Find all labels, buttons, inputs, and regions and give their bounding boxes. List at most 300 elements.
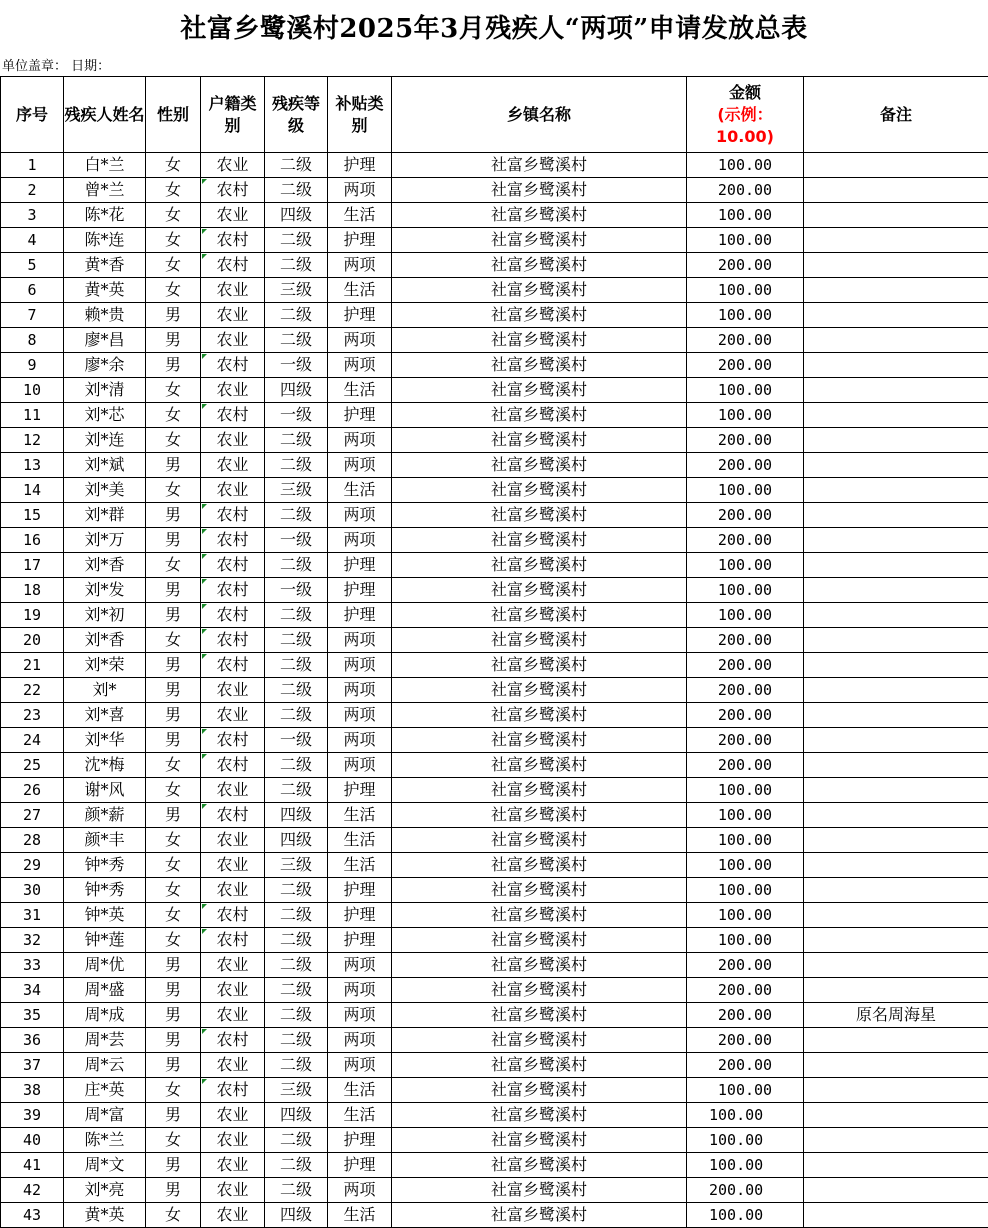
cell-town[interactable]: 社富乡鹭溪村 xyxy=(392,1103,687,1128)
cell-town[interactable]: 社富乡鹭溪村 xyxy=(392,628,687,653)
cell-amount[interactable]: 100.00 xyxy=(687,853,804,878)
cell-gender[interactable]: 男 xyxy=(146,328,201,353)
cell-amount[interactable]: 100.00 xyxy=(687,1103,804,1128)
cell-remark[interactable] xyxy=(804,803,988,828)
cell-name[interactable]: 沈*梅 xyxy=(64,753,146,778)
cell-remark[interactable]: 原名周海星 xyxy=(804,1003,988,1028)
cell-subsidy[interactable]: 生活 xyxy=(328,278,392,303)
cell-name[interactable]: 刘*清 xyxy=(64,378,146,403)
cell-subsidy[interactable]: 两项 xyxy=(328,1053,392,1078)
cell-seq[interactable]: 10 xyxy=(1,378,64,403)
cell-subsidy[interactable]: 两项 xyxy=(328,678,392,703)
cell-seq[interactable]: 12 xyxy=(1,428,64,453)
header-subsidy[interactable]: 补贴类别 xyxy=(328,77,392,153)
cell-level[interactable]: 四级 xyxy=(265,1103,328,1128)
cell-gender[interactable]: 女 xyxy=(146,778,201,803)
cell-town[interactable]: 社富乡鹭溪村 xyxy=(392,703,687,728)
cell-subsidy[interactable]: 护理 xyxy=(328,603,392,628)
header-household[interactable]: 户籍类别 xyxy=(201,77,265,153)
cell-household[interactable]: 农业 xyxy=(201,478,265,503)
cell-seq[interactable]: 2 xyxy=(1,178,64,203)
cell-level[interactable]: 三级 xyxy=(265,1078,328,1103)
cell-gender[interactable]: 女 xyxy=(146,228,201,253)
cell-seq[interactable]: 35 xyxy=(1,1003,64,1028)
cell-level[interactable]: 一级 xyxy=(265,403,328,428)
cell-subsidy[interactable]: 护理 xyxy=(328,778,392,803)
cell-level[interactable]: 二级 xyxy=(265,903,328,928)
cell-town[interactable]: 社富乡鹭溪村 xyxy=(392,278,687,303)
cell-gender[interactable]: 女 xyxy=(146,553,201,578)
header-amount[interactable] xyxy=(687,77,804,153)
cell-town[interactable]: 社富乡鹭溪村 xyxy=(392,303,687,328)
cell-household[interactable]: 农业 xyxy=(201,953,265,978)
cell-subsidy[interactable]: 护理 xyxy=(328,153,392,178)
cell-seq[interactable]: 37 xyxy=(1,1053,64,1078)
cell-subsidy[interactable]: 护理 xyxy=(328,303,392,328)
cell-amount[interactable]: 200.00 xyxy=(687,703,804,728)
cell-remark[interactable] xyxy=(804,603,988,628)
cell-town[interactable]: 社富乡鹭溪村 xyxy=(392,928,687,953)
cell-name[interactable]: 刘*香 xyxy=(64,553,146,578)
cell-subsidy[interactable]: 生活 xyxy=(328,478,392,503)
cell-level[interactable]: 三级 xyxy=(265,478,328,503)
cell-subsidy[interactable]: 生活 xyxy=(328,1103,392,1128)
cell-level[interactable]: 二级 xyxy=(265,653,328,678)
cell-amount[interactable]: 200.00 xyxy=(687,653,804,678)
cell-town[interactable]: 社富乡鹭溪村 xyxy=(392,503,687,528)
cell-name[interactable]: 刘*华 xyxy=(64,728,146,753)
cell-name[interactable]: 刘*芯 xyxy=(64,403,146,428)
cell-town[interactable]: 社富乡鹭溪村 xyxy=(392,228,687,253)
cell-gender[interactable]: 男 xyxy=(146,653,201,678)
cell-remark[interactable] xyxy=(804,278,988,303)
cell-amount[interactable]: 100.00 xyxy=(687,603,804,628)
cell-gender[interactable]: 女 xyxy=(146,903,201,928)
cell-subsidy[interactable]: 生活 xyxy=(328,803,392,828)
cell-seq[interactable]: 21 xyxy=(1,653,64,678)
cell-remark[interactable] xyxy=(804,1053,988,1078)
cell-seq[interactable]: 4 xyxy=(1,228,64,253)
cell-subsidy[interactable]: 护理 xyxy=(328,553,392,578)
header-level[interactable]: 残疾等级 xyxy=(265,77,328,153)
cell-subsidy[interactable]: 两项 xyxy=(328,728,392,753)
cell-gender[interactable]: 女 xyxy=(146,153,201,178)
cell-household[interactable]: 农村 xyxy=(201,553,265,578)
cell-seq[interactable]: 17 xyxy=(1,553,64,578)
cell-gender[interactable]: 女 xyxy=(146,203,201,228)
cell-remark[interactable] xyxy=(804,203,988,228)
cell-level[interactable]: 二级 xyxy=(265,253,328,278)
cell-subsidy[interactable]: 生活 xyxy=(328,378,392,403)
cell-level[interactable]: 四级 xyxy=(265,203,328,228)
cell-subsidy[interactable]: 两项 xyxy=(328,1028,392,1053)
cell-amount[interactable]: 100.00 xyxy=(687,1203,804,1228)
cell-remark[interactable] xyxy=(804,678,988,703)
header-gender[interactable]: 性别 xyxy=(146,77,201,153)
cell-household[interactable]: 农村 xyxy=(201,1028,265,1053)
cell-amount[interactable]: 200.00 xyxy=(687,528,804,553)
cell-amount[interactable]: 100.00 xyxy=(687,1153,804,1178)
cell-gender[interactable]: 男 xyxy=(146,953,201,978)
cell-seq[interactable]: 23 xyxy=(1,703,64,728)
cell-gender[interactable]: 女 xyxy=(146,428,201,453)
cell-town[interactable]: 社富乡鹭溪村 xyxy=(392,578,687,603)
cell-name[interactable]: 刘* xyxy=(64,678,146,703)
cell-remark[interactable] xyxy=(804,328,988,353)
cell-level[interactable]: 四级 xyxy=(265,1203,328,1228)
cell-household[interactable]: 农村 xyxy=(201,578,265,603)
cell-household[interactable]: 农村 xyxy=(201,253,265,278)
cell-name[interactable]: 刘*万 xyxy=(64,528,146,553)
cell-household[interactable]: 农业 xyxy=(201,1128,265,1153)
cell-seq[interactable]: 26 xyxy=(1,778,64,803)
cell-seq[interactable]: 14 xyxy=(1,478,64,503)
cell-amount[interactable]: 200.00 xyxy=(687,328,804,353)
cell-amount[interactable]: 100.00 xyxy=(687,153,804,178)
cell-gender[interactable]: 女 xyxy=(146,878,201,903)
cell-amount[interactable]: 100.00 xyxy=(687,803,804,828)
cell-gender[interactable]: 女 xyxy=(146,1203,201,1228)
cell-seq[interactable]: 3 xyxy=(1,203,64,228)
cell-gender[interactable]: 女 xyxy=(146,378,201,403)
cell-amount[interactable]: 200.00 xyxy=(687,1053,804,1078)
cell-amount[interactable]: 200.00 xyxy=(687,1178,804,1203)
cell-remark[interactable] xyxy=(804,828,988,853)
cell-remark[interactable] xyxy=(804,1203,988,1228)
cell-name[interactable]: 黄*英 xyxy=(64,278,146,303)
cell-level[interactable]: 二级 xyxy=(265,1003,328,1028)
cell-remark[interactable] xyxy=(804,1128,988,1153)
cell-subsidy[interactable]: 两项 xyxy=(328,953,392,978)
cell-amount[interactable]: 100.00 xyxy=(687,1128,804,1153)
cell-household[interactable]: 农业 xyxy=(201,828,265,853)
cell-name[interactable]: 周*盛 xyxy=(64,978,146,1003)
cell-subsidy[interactable]: 两项 xyxy=(328,978,392,1003)
cell-name[interactable]: 刘*连 xyxy=(64,428,146,453)
cell-household[interactable]: 农业 xyxy=(201,303,265,328)
cell-town[interactable]: 社富乡鹭溪村 xyxy=(392,528,687,553)
cell-household[interactable]: 农村 xyxy=(201,903,265,928)
cell-household[interactable]: 农业 xyxy=(201,153,265,178)
cell-town[interactable]: 社富乡鹭溪村 xyxy=(392,378,687,403)
cell-gender[interactable]: 女 xyxy=(146,753,201,778)
cell-town[interactable]: 社富乡鹭溪村 xyxy=(392,1178,687,1203)
cell-gender[interactable]: 男 xyxy=(146,728,201,753)
cell-household[interactable]: 农业 xyxy=(201,1203,265,1228)
cell-town[interactable]: 社富乡鹭溪村 xyxy=(392,328,687,353)
cell-remark[interactable] xyxy=(804,228,988,253)
cell-household[interactable]: 农业 xyxy=(201,428,265,453)
cell-amount[interactable]: 100.00 xyxy=(687,878,804,903)
cell-amount[interactable]: 100.00 xyxy=(687,278,804,303)
cell-remark[interactable] xyxy=(804,178,988,203)
cell-gender[interactable]: 女 xyxy=(146,1078,201,1103)
cell-seq[interactable]: 43 xyxy=(1,1203,64,1228)
cell-household[interactable]: 农业 xyxy=(201,853,265,878)
cell-seq[interactable]: 34 xyxy=(1,978,64,1003)
cell-subsidy[interactable]: 两项 xyxy=(328,178,392,203)
cell-subsidy[interactable]: 护理 xyxy=(328,928,392,953)
cell-gender[interactable]: 男 xyxy=(146,978,201,1003)
cell-household[interactable]: 农业 xyxy=(201,1003,265,1028)
cell-remark[interactable] xyxy=(804,953,988,978)
cell-gender[interactable]: 女 xyxy=(146,1128,201,1153)
cell-remark[interactable] xyxy=(804,378,988,403)
cell-household[interactable]: 农业 xyxy=(201,203,265,228)
cell-household[interactable]: 农村 xyxy=(201,728,265,753)
cell-amount[interactable]: 200.00 xyxy=(687,628,804,653)
cell-level[interactable]: 二级 xyxy=(265,453,328,478)
cell-gender[interactable]: 女 xyxy=(146,828,201,853)
cell-subsidy[interactable]: 两项 xyxy=(328,428,392,453)
cell-name[interactable]: 钟*莲 xyxy=(64,928,146,953)
cell-seq[interactable]: 32 xyxy=(1,928,64,953)
cell-remark[interactable] xyxy=(804,1078,988,1103)
cell-remark[interactable] xyxy=(804,353,988,378)
cell-remark[interactable] xyxy=(804,928,988,953)
cell-name[interactable]: 周*文 xyxy=(64,1153,146,1178)
cell-remark[interactable] xyxy=(804,303,988,328)
cell-name[interactable]: 周*富 xyxy=(64,1103,146,1128)
cell-amount[interactable]: 100.00 xyxy=(687,903,804,928)
cell-subsidy[interactable]: 生活 xyxy=(328,203,392,228)
cell-name[interactable]: 钟*秀 xyxy=(64,853,146,878)
header-remark[interactable]: 备注 xyxy=(804,77,988,153)
cell-remark[interactable] xyxy=(804,628,988,653)
cell-seq[interactable]: 18 xyxy=(1,578,64,603)
cell-seq[interactable]: 25 xyxy=(1,753,64,778)
cell-town[interactable]: 社富乡鹭溪村 xyxy=(392,978,687,1003)
cell-name[interactable]: 刘*美 xyxy=(64,478,146,503)
cell-household[interactable]: 农村 xyxy=(201,653,265,678)
cell-amount[interactable]: 200.00 xyxy=(687,453,804,478)
cell-name[interactable]: 周*芸 xyxy=(64,1028,146,1053)
cell-household[interactable]: 农业 xyxy=(201,678,265,703)
cell-name[interactable]: 颜*丰 xyxy=(64,828,146,853)
cell-household[interactable]: 农村 xyxy=(201,628,265,653)
cell-level[interactable]: 一级 xyxy=(265,728,328,753)
cell-level[interactable]: 二级 xyxy=(265,1153,328,1178)
cell-amount[interactable]: 100.00 xyxy=(687,828,804,853)
cell-seq[interactable]: 22 xyxy=(1,678,64,703)
cell-remark[interactable] xyxy=(804,778,988,803)
cell-gender[interactable]: 男 xyxy=(146,528,201,553)
cell-remark[interactable] xyxy=(804,978,988,1003)
cell-seq[interactable]: 7 xyxy=(1,303,64,328)
cell-name[interactable]: 钟*秀 xyxy=(64,878,146,903)
cell-subsidy[interactable]: 生活 xyxy=(328,1078,392,1103)
cell-level[interactable]: 二级 xyxy=(265,978,328,1003)
cell-gender[interactable]: 男 xyxy=(146,453,201,478)
cell-name[interactable]: 颜*薪 xyxy=(64,803,146,828)
cell-town[interactable]: 社富乡鹭溪村 xyxy=(392,403,687,428)
cell-level[interactable]: 二级 xyxy=(265,1128,328,1153)
cell-town[interactable]: 社富乡鹭溪村 xyxy=(392,728,687,753)
cell-household[interactable]: 农业 xyxy=(201,1053,265,1078)
cell-remark[interactable] xyxy=(804,878,988,903)
cell-level[interactable]: 三级 xyxy=(265,853,328,878)
cell-subsidy[interactable]: 两项 xyxy=(328,1003,392,1028)
cell-remark[interactable] xyxy=(804,428,988,453)
cell-level[interactable]: 二级 xyxy=(265,703,328,728)
cell-level[interactable]: 二级 xyxy=(265,303,328,328)
cell-gender[interactable]: 女 xyxy=(146,278,201,303)
cell-level[interactable]: 二级 xyxy=(265,778,328,803)
cell-amount[interactable]: 100.00 xyxy=(687,203,804,228)
cell-remark[interactable] xyxy=(804,578,988,603)
cell-amount[interactable]: 200.00 xyxy=(687,678,804,703)
cell-subsidy[interactable]: 护理 xyxy=(328,1153,392,1178)
cell-remark[interactable] xyxy=(804,453,988,478)
cell-town[interactable]: 社富乡鹭溪村 xyxy=(392,478,687,503)
cell-household[interactable]: 农村 xyxy=(201,353,265,378)
cell-name[interactable]: 白*兰 xyxy=(64,153,146,178)
cell-amount[interactable]: 200.00 xyxy=(687,728,804,753)
cell-name[interactable]: 廖*昌 xyxy=(64,328,146,353)
cell-level[interactable]: 二级 xyxy=(265,678,328,703)
cell-remark[interactable] xyxy=(804,1153,988,1178)
cell-seq[interactable]: 29 xyxy=(1,853,64,878)
cell-remark[interactable] xyxy=(804,903,988,928)
cell-seq[interactable]: 36 xyxy=(1,1028,64,1053)
cell-gender[interactable]: 女 xyxy=(146,928,201,953)
cell-remark[interactable] xyxy=(804,503,988,528)
cell-level[interactable]: 二级 xyxy=(265,628,328,653)
cell-household[interactable]: 农业 xyxy=(201,1153,265,1178)
cell-seq[interactable]: 40 xyxy=(1,1128,64,1153)
cell-remark[interactable] xyxy=(804,1103,988,1128)
cell-town[interactable]: 社富乡鹭溪村 xyxy=(392,153,687,178)
cell-household[interactable]: 农村 xyxy=(201,403,265,428)
cell-level[interactable]: 三级 xyxy=(265,278,328,303)
cell-amount[interactable]: 100.00 xyxy=(687,378,804,403)
cell-gender[interactable]: 女 xyxy=(146,628,201,653)
cell-name[interactable]: 黄*英 xyxy=(64,1203,146,1228)
cell-level[interactable]: 二级 xyxy=(265,878,328,903)
cell-seq[interactable]: 39 xyxy=(1,1103,64,1128)
cell-town[interactable]: 社富乡鹭溪村 xyxy=(392,953,687,978)
cell-town[interactable]: 社富乡鹭溪村 xyxy=(392,903,687,928)
cell-town[interactable]: 社富乡鹭溪村 xyxy=(392,1078,687,1103)
cell-town[interactable]: 社富乡鹭溪村 xyxy=(392,853,687,878)
cell-level[interactable]: 二级 xyxy=(265,503,328,528)
cell-household[interactable]: 农村 xyxy=(201,178,265,203)
cell-household[interactable]: 农村 xyxy=(201,753,265,778)
cell-name[interactable]: 周*云 xyxy=(64,1053,146,1078)
cell-subsidy[interactable]: 护理 xyxy=(328,1128,392,1153)
cell-amount[interactable]: 200.00 xyxy=(687,953,804,978)
cell-amount[interactable]: 100.00 xyxy=(687,928,804,953)
cell-amount[interactable]: 200.00 xyxy=(687,978,804,1003)
cell-name[interactable]: 刘*初 xyxy=(64,603,146,628)
cell-name[interactable]: 谢*风 xyxy=(64,778,146,803)
cell-amount[interactable]: 100.00 xyxy=(687,403,804,428)
cell-gender[interactable]: 男 xyxy=(146,1003,201,1028)
cell-remark[interactable] xyxy=(804,728,988,753)
cell-amount[interactable]: 200.00 xyxy=(687,503,804,528)
cell-seq[interactable]: 11 xyxy=(1,403,64,428)
cell-name[interactable]: 钟*英 xyxy=(64,903,146,928)
cell-subsidy[interactable]: 两项 xyxy=(328,703,392,728)
cell-gender[interactable]: 男 xyxy=(146,703,201,728)
cell-amount[interactable]: 100.00 xyxy=(687,553,804,578)
cell-town[interactable]: 社富乡鹭溪村 xyxy=(392,603,687,628)
cell-name[interactable]: 廖*余 xyxy=(64,353,146,378)
cell-level[interactable]: 二级 xyxy=(265,928,328,953)
cell-level[interactable]: 二级 xyxy=(265,228,328,253)
cell-name[interactable]: 刘*发 xyxy=(64,578,146,603)
cell-household[interactable]: 农业 xyxy=(201,778,265,803)
cell-seq[interactable]: 27 xyxy=(1,803,64,828)
cell-name[interactable]: 刘*荣 xyxy=(64,653,146,678)
cell-amount[interactable]: 200.00 xyxy=(687,1003,804,1028)
cell-town[interactable]: 社富乡鹭溪村 xyxy=(392,178,687,203)
cell-seq[interactable]: 16 xyxy=(1,528,64,553)
cell-amount[interactable]: 200.00 xyxy=(687,253,804,278)
cell-household[interactable]: 农业 xyxy=(201,878,265,903)
cell-gender[interactable]: 女 xyxy=(146,178,201,203)
cell-household[interactable]: 农业 xyxy=(201,1103,265,1128)
cell-seq[interactable]: 38 xyxy=(1,1078,64,1103)
cell-gender[interactable]: 男 xyxy=(146,1153,201,1178)
cell-gender[interactable]: 男 xyxy=(146,578,201,603)
header-seq[interactable]: 序号 xyxy=(1,77,64,153)
cell-seq[interactable]: 28 xyxy=(1,828,64,853)
cell-level[interactable]: 四级 xyxy=(265,378,328,403)
cell-name[interactable]: 刘*斌 xyxy=(64,453,146,478)
cell-seq[interactable]: 15 xyxy=(1,503,64,528)
cell-town[interactable]: 社富乡鹭溪村 xyxy=(392,678,687,703)
cell-name[interactable]: 黄*香 xyxy=(64,253,146,278)
cell-remark[interactable] xyxy=(804,1028,988,1053)
cell-level[interactable]: 二级 xyxy=(265,1178,328,1203)
cell-name[interactable]: 赖*贵 xyxy=(64,303,146,328)
cell-level[interactable]: 二级 xyxy=(265,553,328,578)
cell-town[interactable]: 社富乡鹭溪村 xyxy=(392,253,687,278)
cell-town[interactable]: 社富乡鹭溪村 xyxy=(392,1028,687,1053)
cell-name[interactable]: 刘*亮 xyxy=(64,1178,146,1203)
cell-seq[interactable]: 9 xyxy=(1,353,64,378)
cell-level[interactable]: 二级 xyxy=(265,178,328,203)
cell-amount[interactable]: 100.00 xyxy=(687,478,804,503)
cell-amount[interactable]: 100.00 xyxy=(687,778,804,803)
cell-amount[interactable]: 200.00 xyxy=(687,353,804,378)
cell-name[interactable]: 陈*花 xyxy=(64,203,146,228)
cell-gender[interactable]: 男 xyxy=(146,353,201,378)
cell-seq[interactable]: 6 xyxy=(1,278,64,303)
cell-household[interactable]: 农村 xyxy=(201,928,265,953)
cell-amount[interactable]: 200.00 xyxy=(687,753,804,778)
cell-household[interactable]: 农村 xyxy=(201,528,265,553)
cell-town[interactable]: 社富乡鹭溪村 xyxy=(392,203,687,228)
cell-remark[interactable] xyxy=(804,528,988,553)
cell-remark[interactable] xyxy=(804,1178,988,1203)
cell-name[interactable]: 庄*英 xyxy=(64,1078,146,1103)
cell-household[interactable]: 农业 xyxy=(201,1178,265,1203)
cell-level[interactable]: 二级 xyxy=(265,953,328,978)
cell-subsidy[interactable]: 护理 xyxy=(328,578,392,603)
cell-town[interactable]: 社富乡鹭溪村 xyxy=(392,1053,687,1078)
cell-name[interactable]: 周*优 xyxy=(64,953,146,978)
cell-household[interactable]: 农业 xyxy=(201,703,265,728)
cell-level[interactable]: 二级 xyxy=(265,328,328,353)
cell-gender[interactable]: 男 xyxy=(146,1053,201,1078)
cell-name[interactable]: 曾*兰 xyxy=(64,178,146,203)
cell-gender[interactable]: 男 xyxy=(146,603,201,628)
cell-town[interactable]: 社富乡鹭溪村 xyxy=(392,453,687,478)
cell-gender[interactable]: 男 xyxy=(146,303,201,328)
cell-remark[interactable] xyxy=(804,403,988,428)
